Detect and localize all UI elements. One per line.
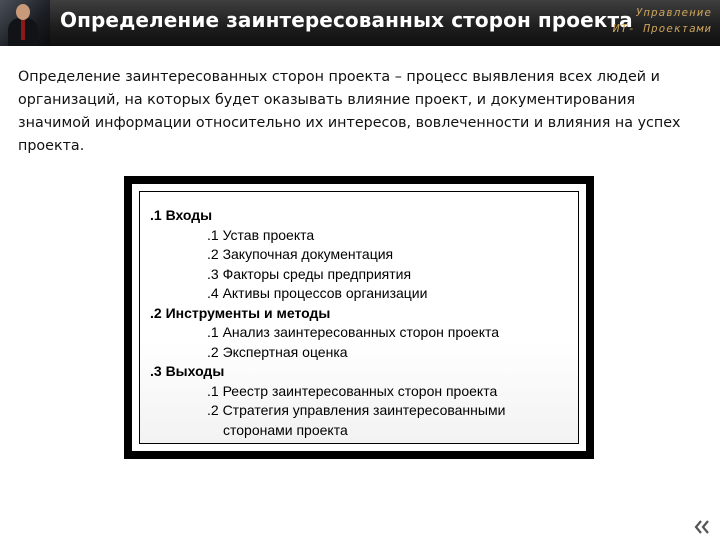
intro-paragraph: Определение заинтересованных сторон проекта – процесс выявления всех людей и организаций, на которых будет оказывать влияние проект, и документирования значимой информации относительно их интересов, вовлеченности и влияния на успех проекта. <box>18 69 681 154</box>
presenter-head <box>16 4 30 20</box>
list-item: .3 Факторы среды предприятия <box>207 265 412 282</box>
section-inputs: .1 Входы <box>150 207 213 223</box>
list-item: .1 Реестр заинтересованных сторон проекта <box>207 382 498 399</box>
list-item: .2 Стратегия управления заинтересованными <box>207 402 506 418</box>
section-tools: .2 Инструменты и методы <box>150 304 331 321</box>
list-item: .2 Экспертная оценка <box>207 343 348 360</box>
process-list <box>150 206 505 440</box>
section-outputs: .3 Выходы <box>150 363 225 379</box>
presenter-photo <box>0 0 50 46</box>
presenter-tie <box>21 20 25 40</box>
list-item: .2 Закупочная документация <box>207 246 394 262</box>
brand-line-1: Управление <box>635 6 712 19</box>
slide-header <box>0 0 720 46</box>
list-item: .1 Устав проекта <box>207 226 315 243</box>
list-item: .4 Активы процессов организации <box>207 285 428 301</box>
quote-mark-icon <box>694 520 710 534</box>
list-item: .1 Анализ заинтересованных сторон проекта <box>207 324 500 340</box>
brand-label <box>592 5 712 37</box>
list-item-continuation: сторонами проекта <box>223 421 348 438</box>
slide-title: Определение заинтересованных сторон проекта <box>60 8 633 32</box>
brand-line-2: ИТ- Проектами <box>612 22 712 35</box>
